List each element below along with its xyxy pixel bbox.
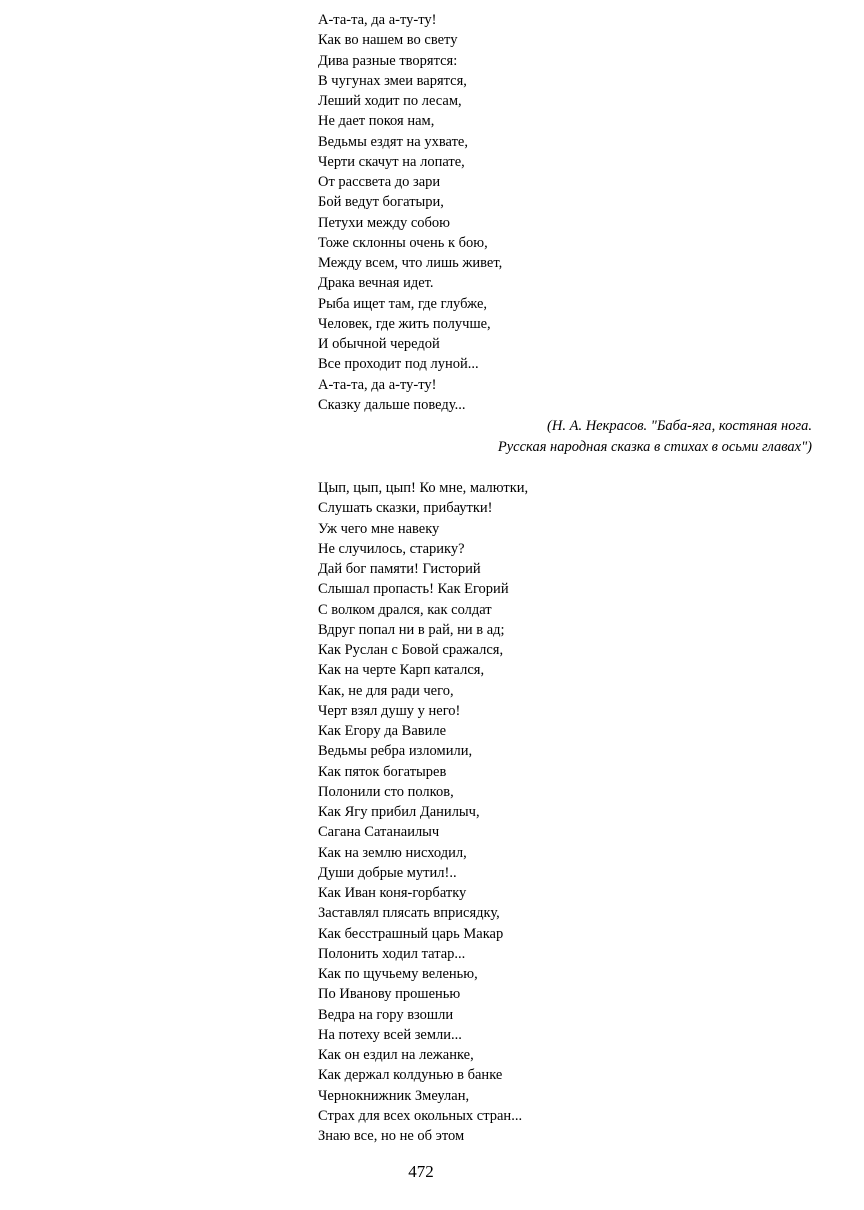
poem-line: Бой ведут богатыри, bbox=[318, 194, 444, 211]
poem-line: Как Егору да Вавиле bbox=[318, 723, 447, 739]
poem-line: Заставлял плясать вприсядку, bbox=[318, 905, 500, 922]
poem-line: Ведьмы ребра изломили, bbox=[318, 743, 473, 760]
poem-line: Не дает покоя нам, bbox=[318, 113, 435, 130]
poem-line: Как, не для ради чего, bbox=[318, 682, 454, 699]
poem-line: И обычной чередой bbox=[318, 336, 440, 352]
poem-line: Знаю все, но не об этом bbox=[318, 1128, 465, 1144]
poem-line: Ведра на гору взошли bbox=[318, 1006, 454, 1023]
poem-line: Ведьмы ездят на ухвате, bbox=[318, 133, 468, 150]
poem-line: Драка вечная идет. bbox=[318, 275, 434, 292]
poem-line: Рыба ищет там, где глубже, bbox=[318, 295, 488, 312]
attribution-line-2: Русская народная сказка в стихах в осьми главах") bbox=[497, 439, 812, 455]
poem-line: Дива разные творятся: bbox=[318, 52, 458, 69]
poem-line: А-та-та, да а-ту-ту! bbox=[318, 12, 437, 28]
poem-line: Человек, где жить получше, bbox=[318, 315, 491, 332]
poem-line: Леший ходит по лесам, bbox=[318, 93, 462, 109]
poem-line: Цып, цып, цып! Ко мне, малютки, bbox=[318, 480, 529, 496]
poem-line: Между всем, что лишь живет, bbox=[318, 255, 503, 271]
poem-line: Как Руслан с Бовой сражался, bbox=[318, 642, 504, 658]
page-number: 472 bbox=[408, 1162, 434, 1181]
poem-line: Дай бог памяти! Гисторий bbox=[318, 561, 481, 577]
poem-line: Вдруг попал ни в рай, ни в ад; bbox=[318, 621, 505, 638]
poem-line: Чернокнижник Змеулан, bbox=[318, 1087, 470, 1104]
poem-line: Не случилось, старику? bbox=[318, 540, 465, 557]
poem-line: А-та-та, да а-ту-ту! bbox=[318, 376, 437, 393]
poem-line: На потеху всей земли... bbox=[318, 1026, 462, 1043]
poem-line: Полонить ходил татар... bbox=[318, 945, 466, 962]
poem-line: Страх для всех окольных стран... bbox=[318, 1107, 523, 1124]
poem-line: Как Ягу прибил Данилыч, bbox=[318, 804, 480, 820]
poem-line: Сагана Сатанаилыч bbox=[318, 824, 440, 841]
poem-line: Петухи между собою bbox=[318, 214, 450, 231]
poem-line: Полонили сто полков, bbox=[318, 783, 454, 800]
poem-line: От рассвета до зари bbox=[318, 174, 441, 190]
poem-line: Уж чего мне навеку bbox=[318, 520, 440, 537]
poem-line: Как бесстрашный царь Макар bbox=[318, 925, 504, 942]
poem-line: Как по щучьему веленью, bbox=[318, 966, 478, 982]
poem-line: Как на землю нисходил, bbox=[318, 844, 467, 861]
poem-line: Как он ездил на лежанке, bbox=[318, 1047, 474, 1063]
attribution-line-1: (Н. А. Некрасов. "Баба-яга, костяная нога. bbox=[547, 418, 812, 434]
poem-line: Черти скачут на лопате, bbox=[318, 153, 465, 170]
poem-line: Сказку дальше поведу... bbox=[318, 396, 466, 413]
attribution-citation bbox=[498, 416, 812, 458]
poem-line: Слышал пропасть! Как Егорий bbox=[318, 581, 509, 598]
poem-line: Как на черте Карп катался, bbox=[318, 662, 485, 679]
poem-line: По Иванову прошенью bbox=[318, 986, 461, 1003]
poem-line: Слушать сказки, прибаутки! bbox=[318, 500, 493, 517]
poem-line: Тоже склонны очень к бою, bbox=[318, 234, 488, 251]
poem-line: С волком дрался, как солдат bbox=[318, 601, 492, 618]
poem-line: Как держал колдунью в банке bbox=[318, 1067, 503, 1084]
poem-line: В чугунах змеи варятся, bbox=[318, 72, 467, 89]
poem-line: Как пяток богатырев bbox=[318, 763, 447, 780]
poem-fragment-nekrasov bbox=[318, 10, 838, 415]
poem-line: Как во нашем во свету bbox=[318, 32, 458, 49]
poem-line: Как Иван коня-горбатку bbox=[318, 885, 467, 901]
poem-line: Черт взял душу у него! bbox=[318, 702, 461, 719]
poem-line: Все проходит под луной... bbox=[318, 356, 479, 373]
poem-fragment-second bbox=[318, 478, 838, 1146]
poem-line: Души добрые мутил!.. bbox=[318, 864, 457, 881]
